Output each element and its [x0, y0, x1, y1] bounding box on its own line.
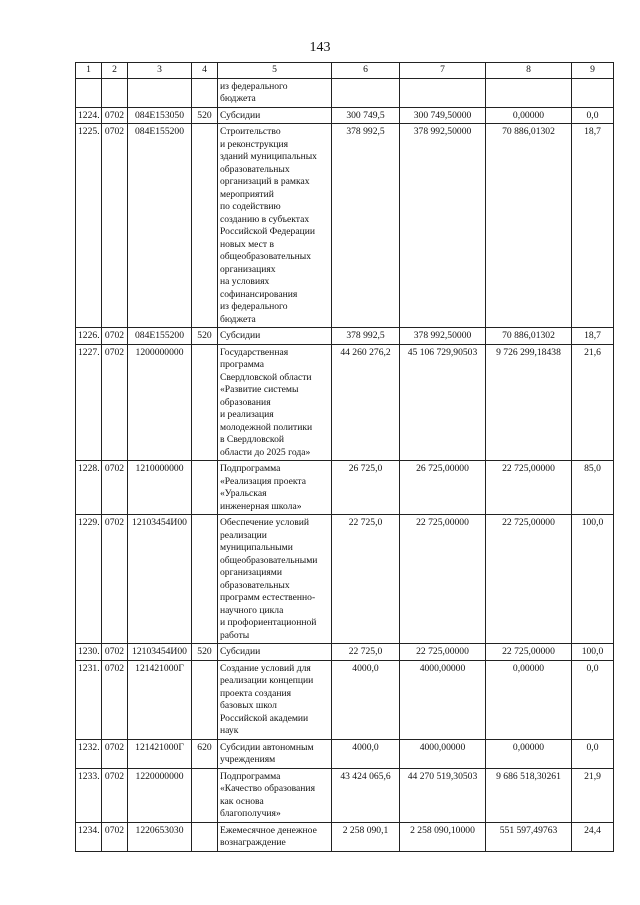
row-number-cell: 1228.: [76, 461, 102, 515]
expense-type-cell: 520: [192, 328, 218, 345]
refined-amount-cell: 22 725,00000: [400, 644, 486, 661]
section-code-cell: 0702: [102, 739, 128, 768]
expense-type-cell: [192, 822, 218, 851]
page-number: 143: [309, 40, 331, 55]
row-number-cell: 1226.: [76, 328, 102, 345]
plan-amount-cell: 26 725,0: [332, 461, 400, 515]
table-body: [76, 78, 614, 851]
executed-amount-cell: 70 886,01302: [486, 124, 572, 328]
row-number-cell: 1230.: [76, 644, 102, 661]
target-code-cell: 1210000000: [128, 461, 192, 515]
plan-amount-cell: 4000,0: [332, 739, 400, 768]
expense-type-cell: 620: [192, 739, 218, 768]
executed-amount-cell: 9 686 518,30261: [486, 768, 572, 822]
expense-type-cell: [192, 124, 218, 328]
target-code-cell: 1200000000: [128, 344, 192, 461]
column-header: 7: [400, 63, 486, 79]
percent-cell: 24,4: [572, 822, 614, 851]
table-row: [76, 644, 614, 661]
column-header: 3: [128, 63, 192, 79]
target-code-cell: 1220653030: [128, 822, 192, 851]
table-row: [76, 107, 614, 124]
item-name-cell: Государственная программа Свердловской области «Развитие системы образования и реализация молодежной политики в Свердловской области до 2025 года»: [218, 344, 332, 461]
executed-amount-cell: 551 597,49763: [486, 822, 572, 851]
table-row: [76, 768, 614, 822]
table-row: [76, 344, 614, 461]
executed-amount-cell: 0,00000: [486, 107, 572, 124]
plan-amount-cell: 44 260 276,2: [332, 344, 400, 461]
executed-amount-cell: 9 726 299,18438: [486, 344, 572, 461]
table-row: [76, 660, 614, 739]
target-code-cell: 12103454И00: [128, 515, 192, 644]
row-number-cell: 1233.: [76, 768, 102, 822]
refined-amount-cell: 300 749,50000: [400, 107, 486, 124]
plan-amount-cell: 4000,0: [332, 660, 400, 739]
plan-amount-cell: [332, 78, 400, 107]
expense-type-cell: [192, 344, 218, 461]
expense-type-cell: [192, 515, 218, 644]
row-number-cell: 1232.: [76, 739, 102, 768]
column-header: 2: [102, 63, 128, 79]
percent-cell: 0,0: [572, 107, 614, 124]
target-code-cell: 084E155200: [128, 328, 192, 345]
percent-cell: 85,0: [572, 461, 614, 515]
table-row: [76, 124, 614, 328]
item-name-cell: Ежемесячное денежное вознаграждение: [218, 822, 332, 851]
item-name-cell: Субсидии: [218, 644, 332, 661]
row-number-cell: 1231.: [76, 660, 102, 739]
plan-amount-cell: 378 992,5: [332, 124, 400, 328]
refined-amount-cell: [400, 78, 486, 107]
percent-cell: 21,6: [572, 344, 614, 461]
target-code-cell: 121421000Г: [128, 739, 192, 768]
plan-amount-cell: 22 725,0: [332, 644, 400, 661]
refined-amount-cell: 378 992,50000: [400, 328, 486, 345]
section-code-cell: 0702: [102, 515, 128, 644]
table-row: [76, 78, 614, 107]
executed-amount-cell: 22 725,00000: [486, 461, 572, 515]
section-code-cell: 0702: [102, 107, 128, 124]
executed-amount-cell: 0,00000: [486, 660, 572, 739]
refined-amount-cell: 26 725,00000: [400, 461, 486, 515]
expense-type-cell: [192, 768, 218, 822]
column-header: 1: [76, 63, 102, 79]
column-header: 8: [486, 63, 572, 79]
column-header: 4: [192, 63, 218, 79]
row-number-cell: 1234.: [76, 822, 102, 851]
refined-amount-cell: 378 992,50000: [400, 124, 486, 328]
refined-amount-cell: 45 106 729,90503: [400, 344, 486, 461]
table-row: [76, 739, 614, 768]
refined-amount-cell: 4000,00000: [400, 660, 486, 739]
refined-amount-cell: 22 725,00000: [400, 515, 486, 644]
executed-amount-cell: 70 886,01302: [486, 328, 572, 345]
item-name-cell: Обеспечение условий реализации муниципальными общеобразовательными организациями образовательных программ естественно- научного цикла и профориентационной работы: [218, 515, 332, 644]
percent-cell: 0,0: [572, 660, 614, 739]
column-header: 9: [572, 63, 614, 79]
column-header: 5: [218, 63, 332, 79]
row-number-cell: 1225.: [76, 124, 102, 328]
percent-cell: 100,0: [572, 515, 614, 644]
table-row: [76, 822, 614, 851]
item-name-cell: Строительство и реконструкция зданий муниципальных образовательных организаций в рамках мероприятий по содействию созданию в субъектах Российской Федерации новых мест в общеобразовательных организациях на условиях софинансирования из федерального бюджета: [218, 124, 332, 328]
section-code-cell: 0702: [102, 768, 128, 822]
refined-amount-cell: 4000,00000: [400, 739, 486, 768]
executed-amount-cell: 0,00000: [486, 739, 572, 768]
table-row: [76, 461, 614, 515]
expense-type-cell: [192, 660, 218, 739]
section-code-cell: 0702: [102, 660, 128, 739]
row-number-cell: 1224.: [76, 107, 102, 124]
item-name-cell: из федерального бюджета: [218, 78, 332, 107]
percent-cell: 0,0: [572, 739, 614, 768]
item-name-cell: Подпрограмма «Качество образования как основа благополучия»: [218, 768, 332, 822]
section-code-cell: 0702: [102, 124, 128, 328]
expense-type-cell: 520: [192, 107, 218, 124]
section-code-cell: 0702: [102, 344, 128, 461]
expense-type-cell: 520: [192, 644, 218, 661]
refined-amount-cell: 44 270 519,30503: [400, 768, 486, 822]
table-header-row: [76, 63, 614, 79]
executed-amount-cell: [486, 78, 572, 107]
section-code-cell: 0702: [102, 644, 128, 661]
target-code-cell: 084E155200: [128, 124, 192, 328]
item-name-cell: Субсидии: [218, 328, 332, 345]
plan-amount-cell: 43 424 065,6: [332, 768, 400, 822]
section-code-cell: 0702: [102, 461, 128, 515]
row-number-cell: 1229.: [76, 515, 102, 644]
row-number-cell: 1227.: [76, 344, 102, 461]
section-code-cell: [102, 78, 128, 107]
target-code-cell: 084E153050: [128, 107, 192, 124]
target-code-cell: 12103454И00: [128, 644, 192, 661]
budget-table: [75, 62, 614, 852]
target-code-cell: [128, 78, 192, 107]
table-row: [76, 328, 614, 345]
section-code-cell: 0702: [102, 822, 128, 851]
percent-cell: 21,9: [572, 768, 614, 822]
item-name-cell: Создание условий для реализации концепции проекта создания базовых школ Российской академии наук: [218, 660, 332, 739]
executed-amount-cell: 22 725,00000: [486, 515, 572, 644]
percent-cell: 100,0: [572, 644, 614, 661]
plan-amount-cell: 300 749,5: [332, 107, 400, 124]
plan-amount-cell: 378 992,5: [332, 328, 400, 345]
percent-cell: 18,7: [572, 124, 614, 328]
executed-amount-cell: 22 725,00000: [486, 644, 572, 661]
percent-cell: [572, 78, 614, 107]
section-code-cell: 0702: [102, 328, 128, 345]
target-code-cell: 121421000Г: [128, 660, 192, 739]
expense-type-cell: [192, 78, 218, 107]
target-code-cell: 1220000000: [128, 768, 192, 822]
item-name-cell: Субсидии: [218, 107, 332, 124]
plan-amount-cell: 22 725,0: [332, 515, 400, 644]
refined-amount-cell: 2 258 090,10000: [400, 822, 486, 851]
row-number-cell: [76, 78, 102, 107]
plan-amount-cell: 2 258 090,1: [332, 822, 400, 851]
item-name-cell: Субсидии автономным учреждениям: [218, 739, 332, 768]
table-row: [76, 515, 614, 644]
percent-cell: 18,7: [572, 328, 614, 345]
expense-type-cell: [192, 461, 218, 515]
item-name-cell: Подпрограмма «Реализация проекта «Уральская инженерная школа»: [218, 461, 332, 515]
column-header: 6: [332, 63, 400, 79]
